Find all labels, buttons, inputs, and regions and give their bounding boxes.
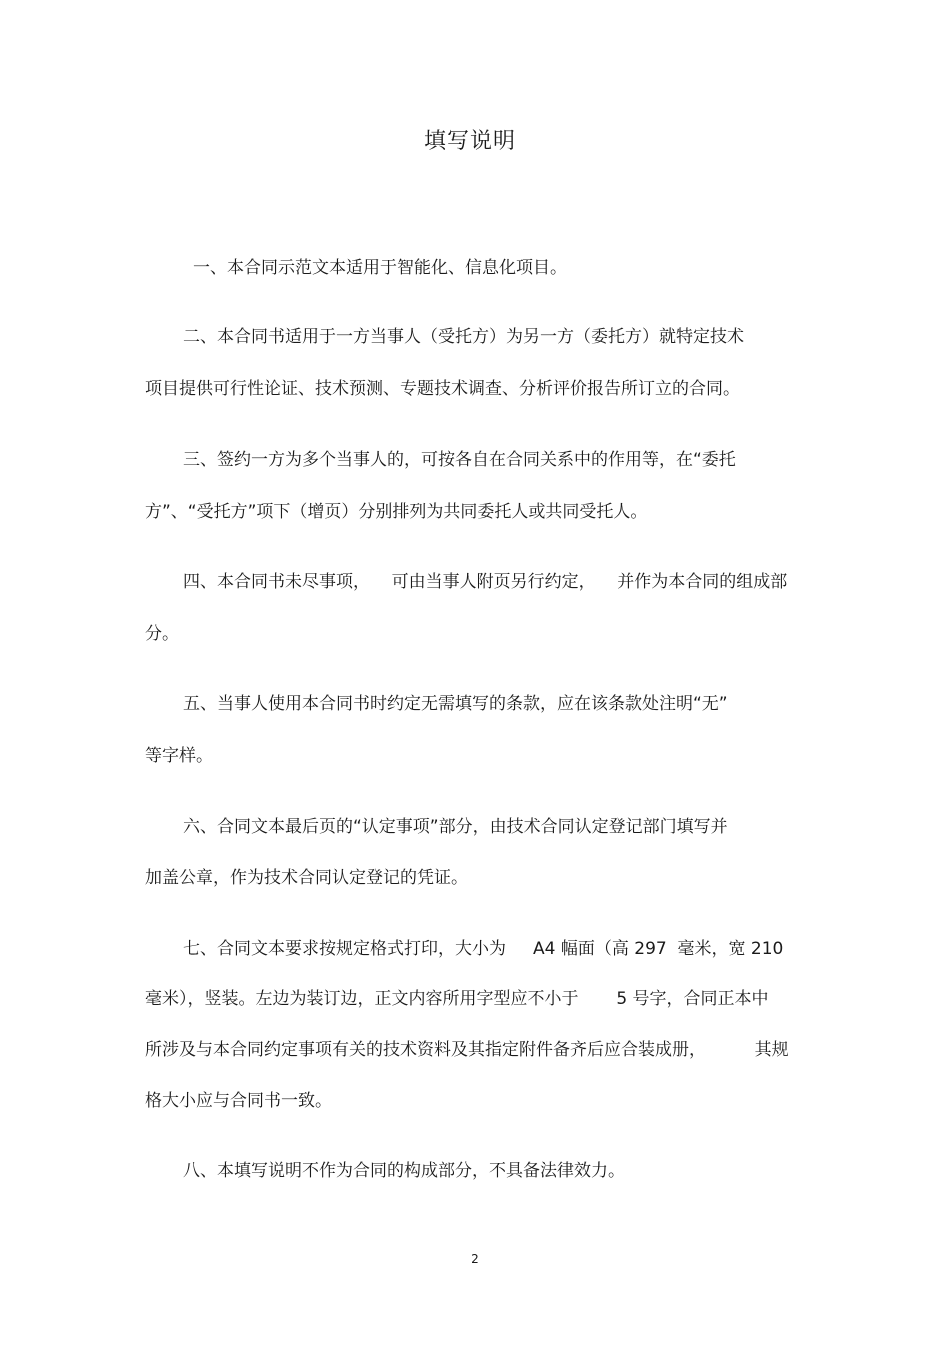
item-5-line-2: 等字样。: [145, 746, 213, 766]
item-4-line-2: 分。: [145, 624, 179, 644]
item-2-line-2: 项目提供可行性论证、技术预测、专题技术调查、分析评价报告所订立的合同。: [145, 379, 740, 399]
item-6-line-2: 加盖公章，作为技术合同认定登记的凭证。: [145, 868, 468, 888]
item-7-line-1: 七、合同文本要求按规定格式打印，大小为 A4 幅面（高 297 毫米，宽 210: [183, 939, 784, 959]
item-7-line-4: 格大小应与合同书一致。: [145, 1091, 332, 1111]
item-8-line-1: 八、本填写说明不作为合同的构成部分，不具备法律效力。: [183, 1161, 625, 1181]
page-title: 填写说明: [423, 129, 516, 154]
item-3-line-2: 方”、“受托方”项下（增页）分别排列为共同委托人或共同受托人。: [145, 502, 648, 522]
item-3-line-1: 三、签约一方为多个当事人的，可按各自在合同关系中的作用等，在“委托: [183, 450, 736, 470]
item-5-line-1: 五、当事人使用本合同书时约定无需填写的条款，应在该条款处注明“无”: [183, 694, 728, 714]
item-2-line-1: 二、本合同书适用于一方当事人（受托方）为另一方（委托方）就特定技术: [183, 327, 744, 347]
item-6-line-1: 六、合同文本最后页的“认定事项”部分，由技术合同认定登记部门填写并: [183, 817, 728, 837]
item-7-line-3: 所涉及与本合同约定事项有关的技术资料及其指定附件备齐后应合装成册， 其规: [145, 1040, 789, 1060]
item-1-line-1: 一、本合同示范文本适用于智能化、信息化项目。: [193, 258, 567, 278]
page-number: 2: [471, 1252, 479, 1266]
item-4-line-1: 四、本合同书未尽事项， 可由当事人附页另行约定， 并作为本合同的组成部: [183, 572, 788, 592]
item-7-line-2: 毫米），竖装。左边为装订边，正文内容所用字型应不小于 5 号字，合同正本中: [145, 989, 769, 1009]
